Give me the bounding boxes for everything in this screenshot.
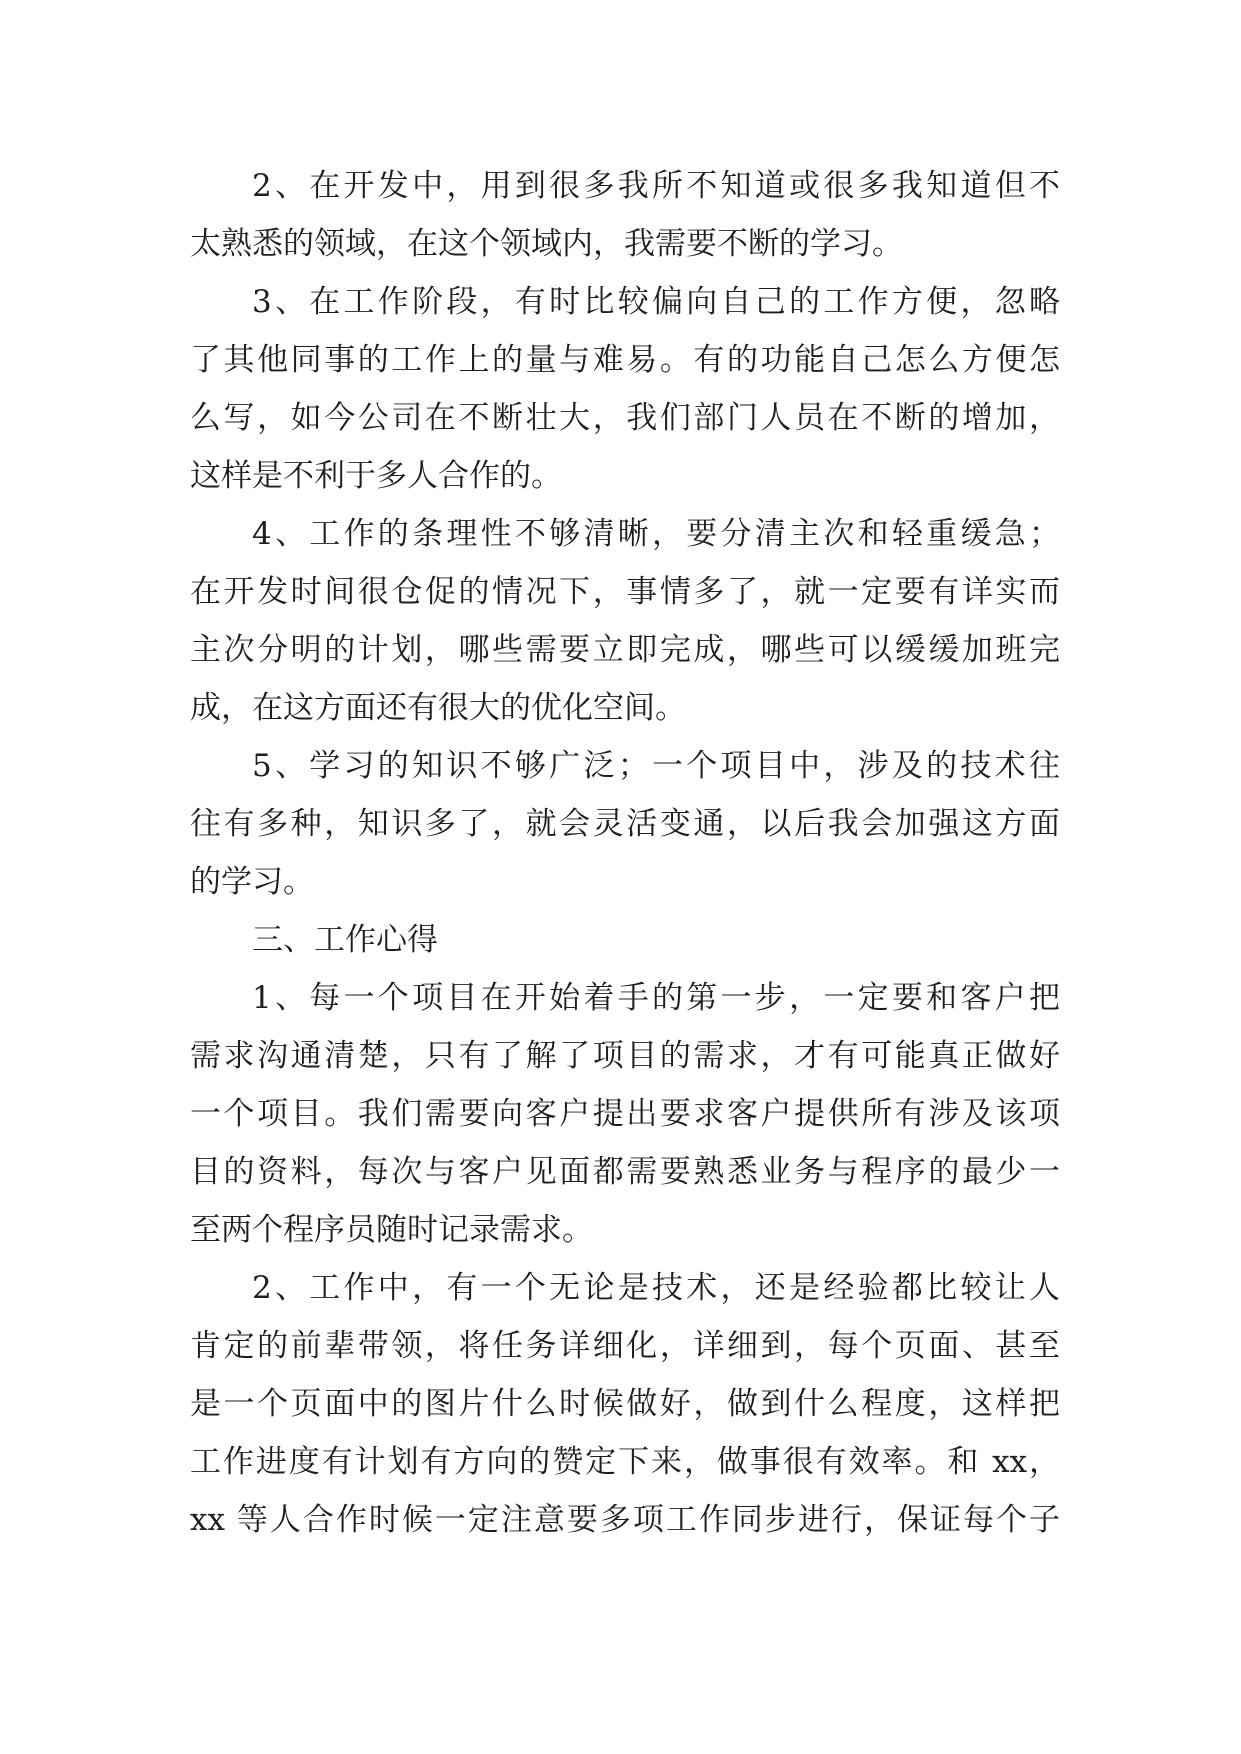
text-line: 目的资料，每次与客户见面都需要熟悉业务与程序的最少一 xyxy=(190,1154,1060,1190)
text-line: 了其他同事的工作上的量与难易。有的功能自己怎么方便怎 xyxy=(190,342,1060,378)
text-line: 是一个页面中的图片什么时候做好，做到什么程度，这样把 xyxy=(190,1386,1060,1422)
text-line: 一个项目。我们需要向客户提出要求客户提供所有涉及该项 xyxy=(190,1096,1060,1132)
text-line: 至两个程序员随时记录需求。 xyxy=(190,1212,593,1248)
text-line: 主次分明的计划，哪些需要立即完成，哪些可以缓缓加班完 xyxy=(190,632,1060,668)
text-line: 往有多种，知识多了，就会灵活变通，以后我会加强这方面 xyxy=(190,806,1060,842)
text-line: 成，在这方面还有很大的优化空间。 xyxy=(190,690,686,726)
text-line: 需求沟通清楚，只有了解了项目的需求，才有可能真正做好 xyxy=(190,1038,1060,1074)
text-line: 2、在开发中，用到很多我所不知道或很多我知道但不 xyxy=(252,168,1060,204)
text-line: 太熟悉的领域，在这个领域内，我需要不断的学习。 xyxy=(190,226,903,262)
text-line: xx 等人合作时候一定注意要多项工作同步进行，保证每个子 xyxy=(190,1502,1060,1538)
text-line: 么写，如今公司在不断壮大，我们部门人员在不断的增加， xyxy=(190,400,1060,436)
text-line: 1、每一个项目在开始着手的第一步，一定要和客户把 xyxy=(252,980,1060,1016)
text-line: 这样是不利于多人合作的。 xyxy=(190,458,562,494)
text-line: 4、工作的条理性不够清晰，要分清主次和轻重缓急； xyxy=(252,516,1060,552)
text-line: 3、在工作阶段，有时比较偏向自己的工作方便，忽略 xyxy=(252,284,1060,320)
section-heading: 三、工作心得 xyxy=(252,922,438,958)
text-line: 工作进度有计划有方向的赞定下来，做事很有效率。和 xx， xyxy=(190,1444,1060,1480)
text-line: 的学习。 xyxy=(190,864,314,900)
text-line: 肯定的前辈带领，将任务详细化，详细到，每个页面、甚至 xyxy=(190,1328,1060,1364)
text-line: 在开发时间很仓促的情况下，事情多了，就一定要有详实而 xyxy=(190,574,1060,610)
text-line: 5、学习的知识不够广泛；一个项目中，涉及的技术往 xyxy=(252,748,1060,784)
text-line: 2、工作中，有一个无论是技术，还是经验都比较让人 xyxy=(252,1270,1060,1306)
